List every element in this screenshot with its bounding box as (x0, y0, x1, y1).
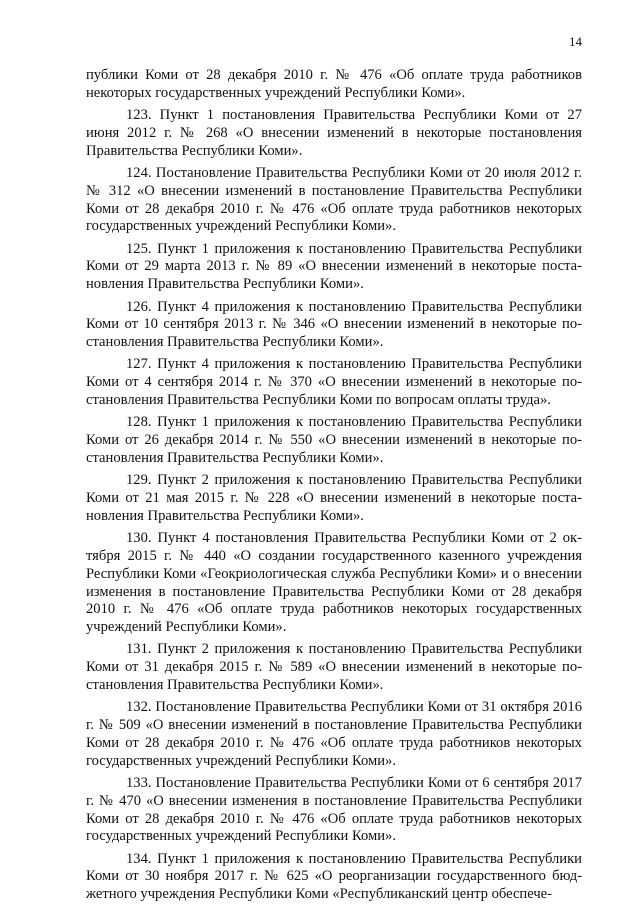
list-item-123: 123. Пункт 1 постановления Правительства Республики Коми от 27 июня 2012 г. № 268 «О внесении изменений в некоторые постановления Правительства Республики Коми». (86, 107, 582, 159)
list-item-132: 132. Постановление Правительства Республики Коми от 31 октября 2016 г. № 509 «О внесении изменений в постановление Правительства Республики Коми от 28 декабря 2010 г. № 476 «Об оплате труда работников некоторых государственных учреждений Республики Коми». (86, 699, 582, 769)
list-item-124: 124. Постановление Правительства Республики Коми от 20 июля 2012 г. № 312 «О внесении изменений в постановление Правительства Республики Коми от 28 декабря 2010 г. № 476 «Об оплате труда работников некоторых государственных учреждений Республики Коми». (86, 164, 582, 235)
list-item-129: 129. Пункт 2 приложения к постановлению Правительства Республики Коми от 21 мая 2015 г. № 228 «О внесении изменений в некоторые постановления Правительства Республики Коми». (86, 472, 582, 524)
document-body (86, 67, 582, 909)
list-item-126: 126. Пункт 4 приложения к постановлению Правительства Республики Коми от 10 сентября 2013 г. № 346 «О внесении изменений в некоторые постановления Правительства Республики Коми». (86, 298, 582, 351)
paragraph-continuation: публики Коми от 28 декабря 2010 г. № 476 «Об оплате труда работников некоторых государственных учреждений Республики Коми». (86, 67, 582, 101)
list-item-134: 134. Пункт 1 приложения к постановлению Правительства Республики Коми от 30 ноября 2017 г. № 625 «О реорганизации государственного бюджетного учреждения Республики Коми «Республиканский центр обеспече- (86, 850, 582, 903)
list-item-131: 131. Пункт 2 приложения к постановлению Правительства Республики Коми от 31 декабря 2015 г. № 589 «О внесении изменений в некоторые постановления Правительства Республики Коми». (86, 641, 582, 693)
list-item-127: 127. Пункт 4 приложения к постановлению Правительства Республики Коми от 4 сентября 2014 г. № 370 «О внесении изменений в некоторые постановления Правительства Республики Коми по вопросам оплаты труда». (86, 356, 582, 409)
list-item-133: 133. Постановление Правительства Республики Коми от 6 сентября 2017 г. № 470 «О внесении изменения в постановление Правительства Республики Коми от 28 декабря 2010 г. № 476 «Об оплате труда работников некоторых государственных учреждений Республики Коми». (86, 774, 582, 845)
list-item-128: 128. Пункт 1 приложения к постановлению Правительства Республики Коми от 26 декабря 2014 г. № 550 «О внесении изменений в некоторые постановления Правительства Республики Коми». (86, 414, 582, 466)
page-number: 14 (569, 34, 582, 49)
list-item-125: 125. Пункт 1 приложения к постановлению Правительства Республики Коми от 29 марта 2013 г. № 89 «О внесении изменений в некоторые постановления Правительства Республики Коми». (86, 240, 582, 293)
list-item-130: 130. Пункт 4 постановления Правительства Республики Коми от 2 октября 2015 г. № 440 «О создании государственного казенного учреждения Республики Коми «Геокриологическая служба Республики Коми» и о внесении изменения в постановление Правительства Республики Коми от 28 декабря 2010 г. № 476 «Об оплате труда работников некоторых государственных учреждений Республики Коми». (86, 530, 582, 636)
